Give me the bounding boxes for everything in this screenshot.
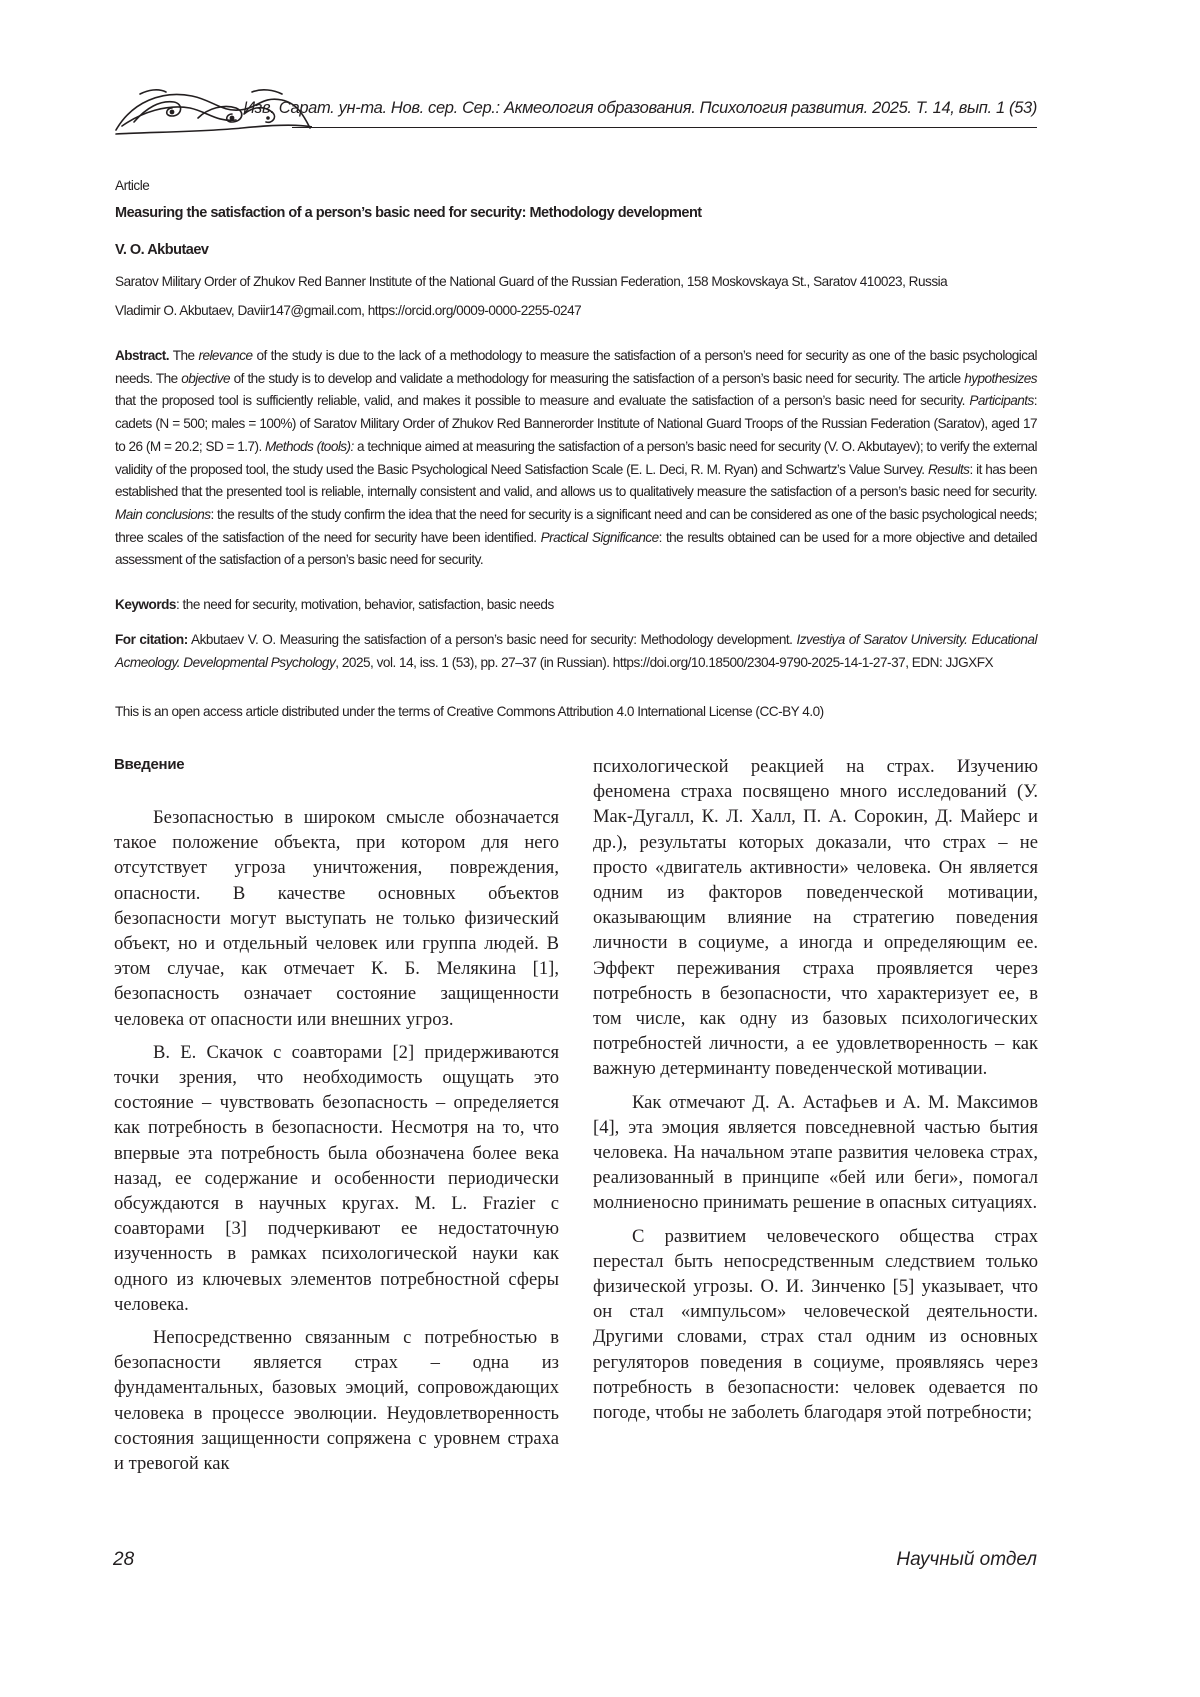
citation-text: Akbutaev V. O. Measuring the satisfaction of a person’s basic need for security: Methodology development. [188, 632, 797, 647]
abstract-term: Main conclusions [115, 507, 211, 522]
citation-label: For citation: [115, 632, 188, 647]
license-notice: This is an open access article distributed under the terms of Creative Commons Attribution 4.0 International License (CC-BY 4.0) [115, 702, 1037, 722]
abstract-text: : it has been established that the presented tool is reliable, internally consistent and valid, and allows us to qualitatively measure the satisfaction of a person’s basic need for security. [115, 462, 1037, 500]
header-rule [292, 127, 1037, 128]
body-paragraph: Безопасностью в широком смысле обозначается такое положение объекта, при котором для него отсутствует угроза уничтожения, повреждения, опасности. В качестве основных объектов безопасности могут выступать не только физический объект, но и отдельный человек или группа людей. В этом случае, как отмечает К. Б. Мелякина [1], безопасность означает состояние защищенности человека от опасности или внешних угроз. [114, 805, 559, 1032]
body-column-left [114, 805, 559, 1476]
journal-page [0, 0, 1200, 1697]
footer-section: Научный отдел [896, 1549, 1037, 1571]
running-header [112, 82, 1037, 140]
abstract-term: Methods (tools): [265, 439, 354, 454]
abstract-term: relevance [198, 348, 252, 363]
abstract-text: that the proposed tool is sufficiently reliable, valid, and makes it possible to measure and evaluate the satisfaction of a person’s basic need for security. [115, 393, 969, 408]
section-heading: Введение [114, 756, 184, 773]
keywords [115, 594, 1037, 616]
body-paragraph: психологической реакцией на страх. Изучению феномена страха посвящено много исследований (У. Мак-Дугалл, К. Л. Халл, П. А. Сорокин, Д. Майерс и др.), результаты которых доказали, что страх – не просто «двигатель активности» человека. Он является одним из факторов поведенческой мотивации, оказывающим влияние на стратегию поведения личности в социуме, а иногда и определяющим ее. Эффект переживания страха проявляется через потребность в безопасности, что характеризует ее, в том числе, как одну из базовых психологических потребностей личности, а ее удовлетворенность – как важную детерминанту поведенческой мотивации. [593, 754, 1038, 1082]
abstract-text: : the results of the study confirm the idea that the need for security is a significant need and can be considered as one of the basic psychological needs; three scales of the satisfaction of the need for security have been identified. [115, 507, 1037, 545]
abstract-text: of the study is due to the lack of a methodology to measure the satisfaction of a person’s need for security as one of the basic psychological needs. The [115, 348, 1037, 386]
body-column-right [593, 754, 1038, 1425]
author-name: V. O. Akbutaev [115, 240, 1037, 260]
abstract-text: a technique aimed at measuring the satisfaction of a person’s basic need for security (V. O. Akbutayev); to verify the external validity of the proposed tool, the study used the Basic Psychological Need Satisfaction Scale (E. L. Deci, R. M. Ryan) and Schwartz’s Value Survey. [115, 439, 1037, 477]
page-number: 28 [113, 1549, 134, 1571]
body-paragraph: Как отмечают Д. А. Астафьев и А. М. Максимов [4], эта эмоция является повседневной частью бытия человека. На начальном этапе развития человека страх, реализованный в принципе «бей или беги», помогал молниеносно принимать решение в опасных ситуациях. [593, 1090, 1038, 1216]
abstract-term: hypothesizes [964, 371, 1037, 386]
abstract-text: The [169, 348, 198, 363]
citation-journal: Izvestiya of Saratov University. Educational Acmeology. Developmental Psychology [115, 632, 1037, 670]
abstract-text: : the results obtained can be used for a more objective and detailed assessment of the satisfaction of a person’s basic need for security. [115, 530, 1037, 568]
abstract [115, 345, 1037, 572]
body-paragraph: С развитием человеческого общества страх перестал быть непосредственным следствием только физической угрозы. О. И. Зинченко [5] указывает, что он стал «импульсом» человеческой деятельности. Другими словами, страх стал одним из основных регуляторов поведения в социуме, проявляясь через потребность в безопасности: человек одевается по погоде, чтобы не заболеть благодаря этой потребности; [593, 1224, 1038, 1426]
keywords-label: Keywords [115, 597, 176, 612]
abstract-text: of the study is to develop and validate a methodology for measuring the satisfaction of a person’s basic need for security. The article [230, 371, 964, 386]
citation-text: , 2025, vol. 14, iss. 1 (53), pp. 27–37 (in Russian). https://doi.org/10.18500/2304-9790-2025-14-1-27-37, EDN: JJGXFX [335, 655, 993, 670]
abstract-term: objective [181, 371, 230, 386]
abstract-term: Practical Significance [541, 530, 659, 545]
body-paragraph: В. Е. Скачок с соавторами [2] придерживаются точки зрения, что необходимость ощущать это состояние – чувствовать безопасность – определяется как потребность в безопасности. Несмотря на то, что впервые эта потребность была обозначена более века назад, ее содержание и особенности периодически обсуждаются в научных кругах. M. L. Frazier с соавторами [3] подчеркивают ее недостаточную изученность в рамках психологической науки как одного из ключевых элементов потребностной сферы человека. [114, 1040, 559, 1317]
citation [115, 629, 1037, 674]
author-contact: Vladimir O. Akbutaev, Daviir147@gmail.com, https://orcid.org/0009-0000-2255-0247 [115, 301, 1037, 321]
article-type: Article [115, 176, 1037, 196]
journal-running-title: Изв. Сарат. ун-та. Нов. сер. Сер.: Акмеология образования. Психология развития. 2025. Т. 14, вып. 1 (53) [243, 99, 1037, 118]
abstract-label: Abstract. [115, 348, 169, 363]
keywords-text: : the need for security, motivation, behavior, satisfaction, basic needs [176, 597, 554, 612]
abstract-text: : cadets (N = 500; males = 100%) of Saratov Military Order of Zhukov Red Bannerorder Institute of National Guard Troops of the Russian Federation (Saratov), aged 17 to 26 (M = 20.2; SD = 1.7). [115, 393, 1037, 453]
abstract-term: Results [928, 462, 969, 477]
abstract-term: Participants [969, 393, 1033, 408]
body-paragraph: Непосредственно связанным с потребностью в безопасности является страх – одна из фундаментальных, базовых эмоций, сопровождающих человека в процессе эволюции. Неудовлетворенность состояния защищенности сопряжена с уровнем страха и тревогой как [114, 1325, 559, 1476]
article-title: Measuring the satisfaction of a person’s basic need for security: Methodology development [115, 203, 1037, 223]
author-affiliation: Saratov Military Order of Zhukov Red Banner Institute of the National Guard of the Russian Federation, 158 Moskovskaya St., Saratov 410023, Russia [115, 272, 1037, 292]
